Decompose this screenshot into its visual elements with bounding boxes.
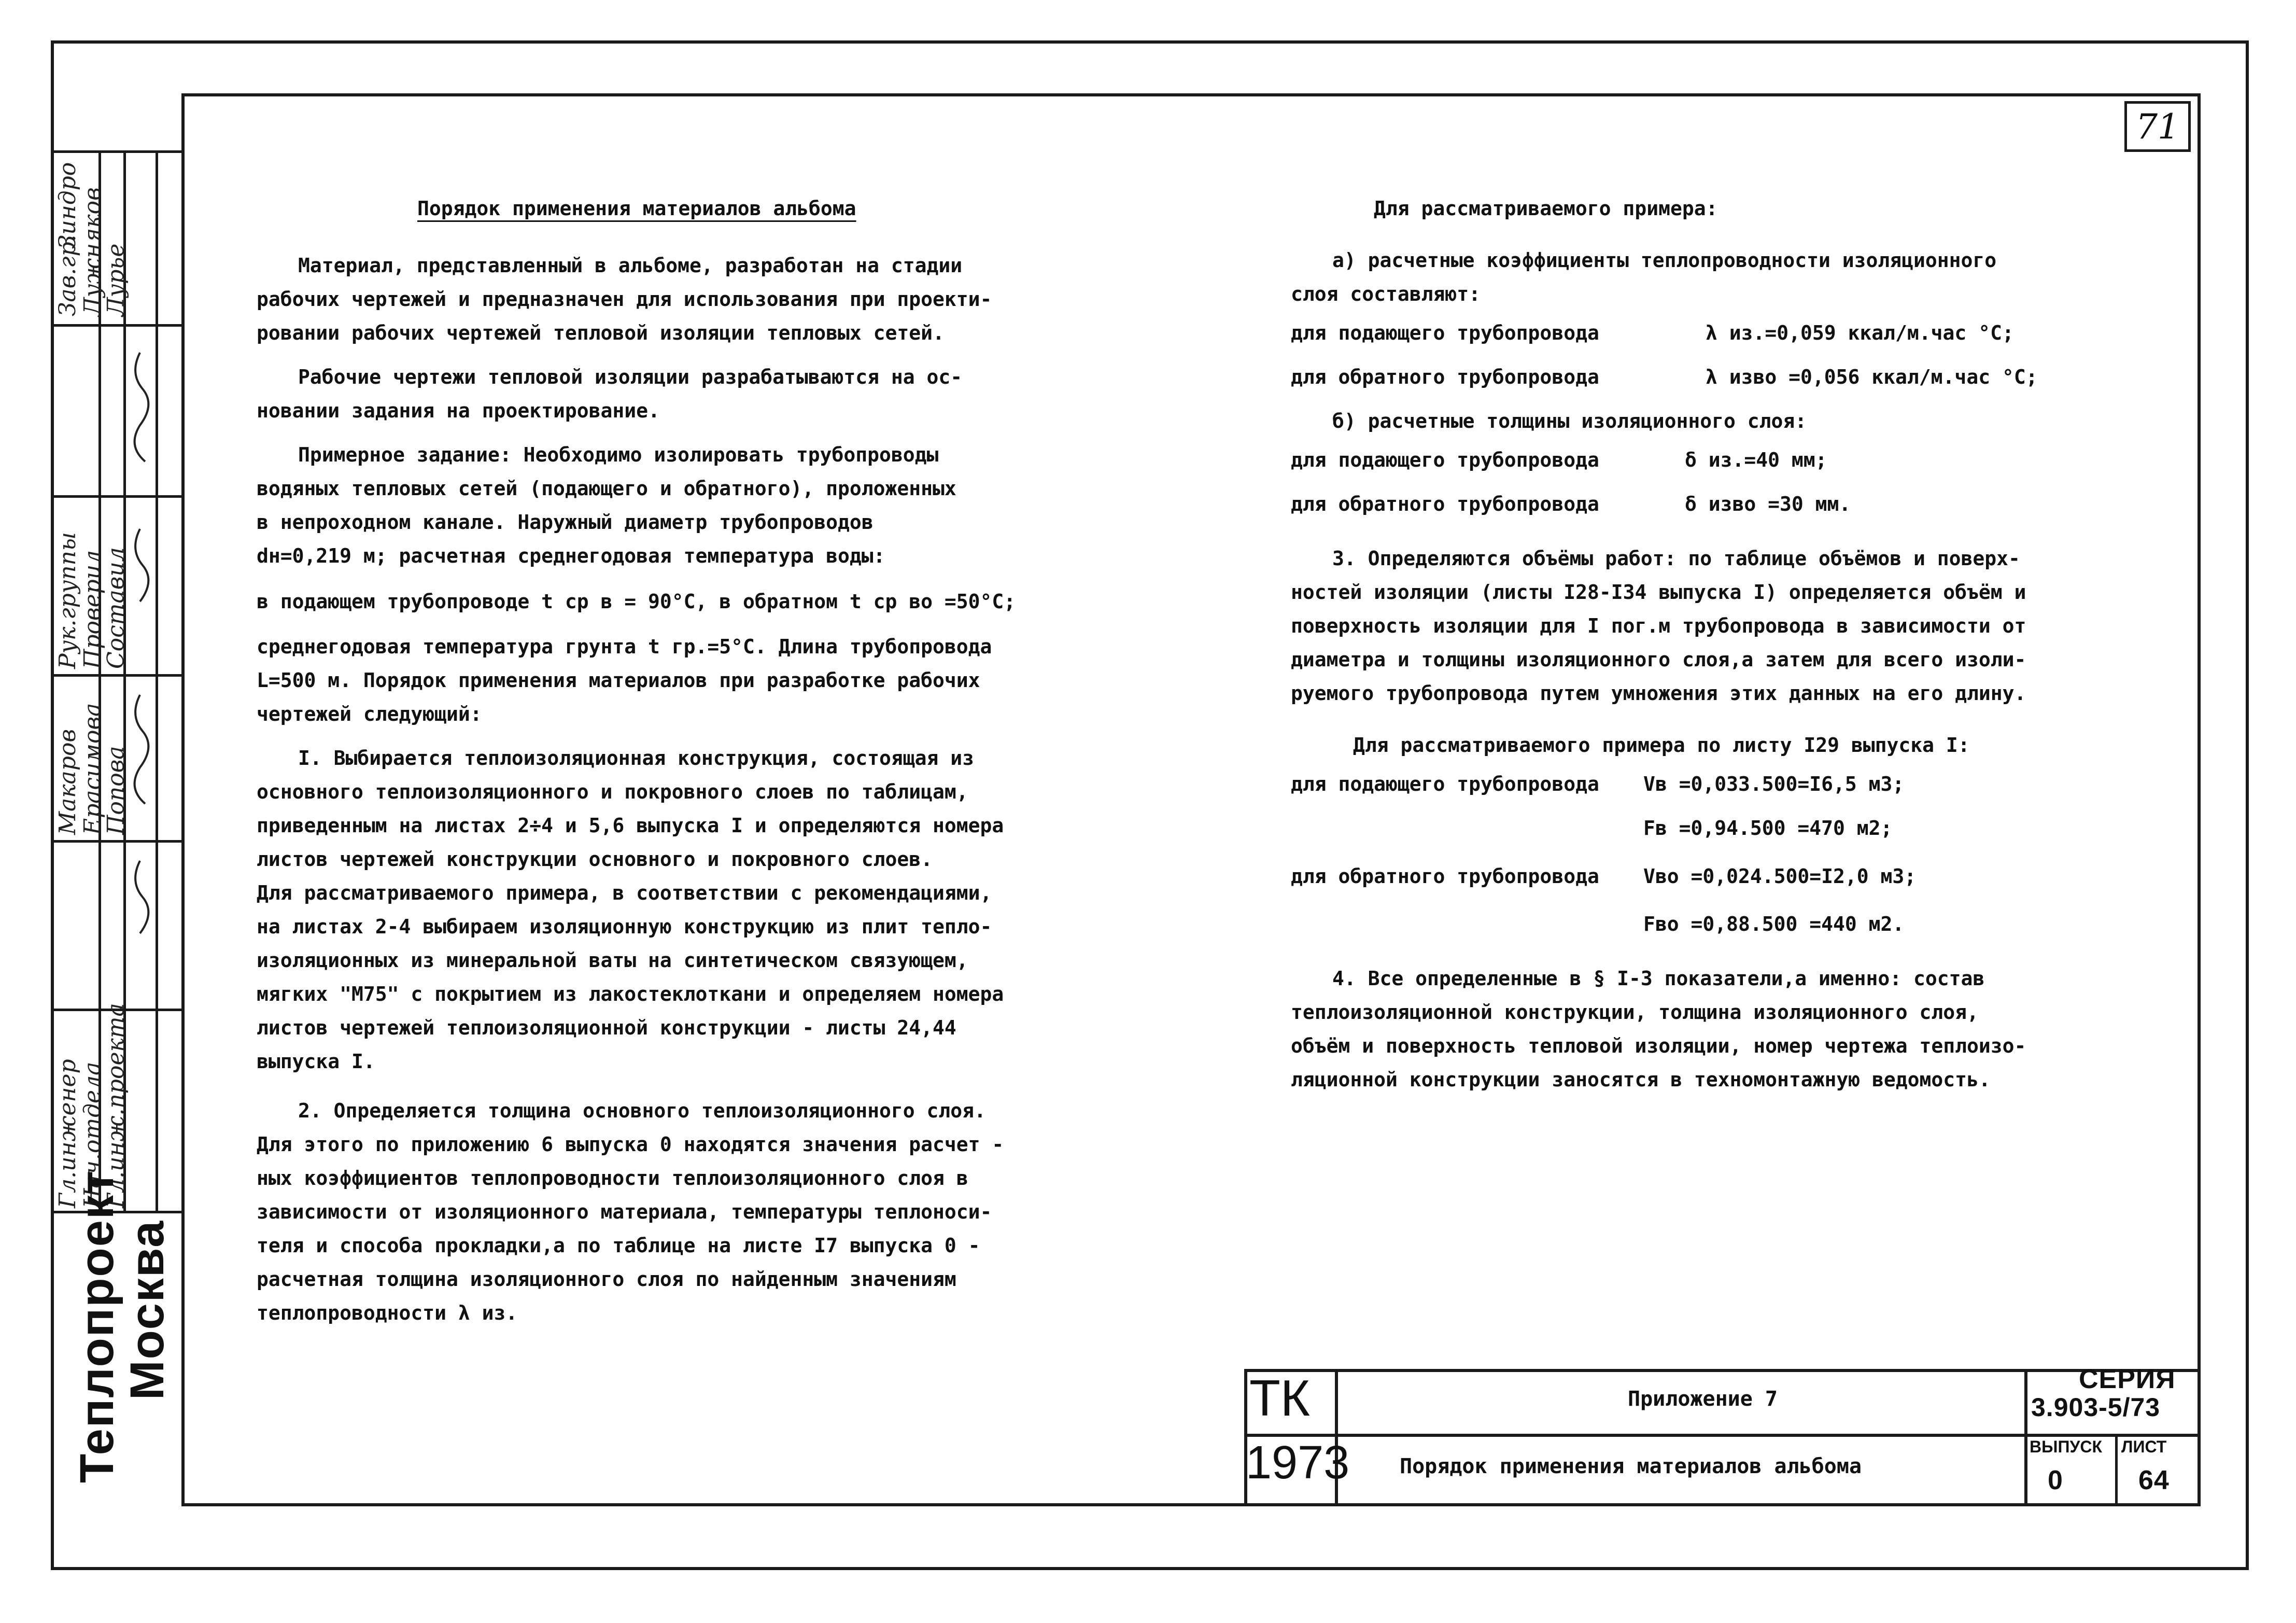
text-line: 2. Определяется толщина основного теплоизоляционного слоя. <box>298 1099 986 1122</box>
text-line: Для рассматриваемого примера по листу I29 выпуска I: <box>1353 734 1970 757</box>
text-line: чертежей следующий: <box>257 703 482 725</box>
text-line: Для рассматриваемого примера, в соответствии с рекомендациями, <box>257 882 992 904</box>
text-line: б) расчетные толщины изоляционного слоя: <box>1332 410 1807 432</box>
stamp-column-line <box>156 150 158 1211</box>
text-line: теплоизоляционной конструкции, толщина изоляционного слоя, <box>1291 1001 1979 1024</box>
lambda-return-row <box>1291 355 2162 399</box>
text-line: рабочих чертежей и предназначен для использования при проекти- <box>257 288 992 311</box>
series-value: 3.903-5/73 <box>2031 1393 2161 1422</box>
stamp-row-line <box>51 495 184 498</box>
stamp-role: Проверил <box>79 550 106 669</box>
left-text-column <box>257 192 1138 1330</box>
text-line: объём и поверхность тепловой изоляции, номер чертежа теплоизо- <box>1291 1034 2026 1057</box>
text-line: слоя составляют: <box>1291 283 1481 305</box>
code-label: ТК <box>1249 1369 1310 1426</box>
appendix-label: Приложение 7 <box>1628 1387 1778 1411</box>
stamp-role: Составил <box>103 547 129 669</box>
row-label: для обратного трубопровода <box>1291 865 1599 888</box>
text-line: Примерное задание: Необходимо изолировать трубопроводы <box>298 443 939 466</box>
row-label: для подающего трубопровода <box>1291 773 1599 795</box>
right-text-column <box>1291 192 2162 1097</box>
text-line: среднегодовая температура грунта t гр.=5°С. Длина трубопровода <box>257 635 992 658</box>
text-line: руемого трубопровода путем умножения этих данных на его длину. <box>1291 682 2026 705</box>
row-value: Vв =0,033.500=I6,5 м3; <box>1643 773 1905 795</box>
text-line: новании задания на проектирование. <box>257 399 660 422</box>
issue-label: ВЫПУСК <box>2030 1437 2102 1456</box>
stamp-row-line <box>51 324 184 327</box>
organization-name: Теплопроект <box>71 1169 123 1483</box>
text-line: изоляционных из минеральной ваты на синтетическом связующем, <box>257 949 968 972</box>
delta-return-row <box>1291 482 2162 526</box>
stamp-name: Ерасимова <box>79 703 106 835</box>
text-line: dн=0,219 м; расчетная среднегодовая температура воды: <box>257 544 885 567</box>
text-line: а) расчетные коэффициенты теплопроводности изоляционного <box>1332 249 1997 272</box>
signature-marks <box>124 332 156 1001</box>
row-label: для обратного трубопровода <box>1291 366 1599 388</box>
text-line: Материал, представленный в альбоме, разработан на стадии <box>298 254 963 277</box>
stamp-role: Нач.отдела <box>79 1061 106 1208</box>
stamp-name: Лурье <box>103 243 129 316</box>
title-block-divider <box>2115 1434 2118 1506</box>
row-label: для подающего трубопровода <box>1291 321 1599 344</box>
text-line: ностей изоляции (листы I28-I34 выпуска I) определяется объём и <box>1291 581 2026 604</box>
text-line: Для этого по приложению 6 выпуска 0 находятся значения расчет - <box>257 1133 1004 1156</box>
text-line: зависимости от изоляционного материала, температуры теплоноси- <box>257 1200 992 1223</box>
surface-return-value: Fво =0,88.500 =440 м2. <box>1643 913 1905 935</box>
lambda-supply-row <box>1291 311 2162 355</box>
issue-value: 0 <box>2048 1465 2063 1495</box>
row-value: λ из.=0,059 ккал/м.час °С; <box>1706 321 2014 344</box>
surface-supply-value: Fв =0,94.500 =470 м2; <box>1643 817 1893 840</box>
text-line: L=500 м. Порядок применения материалов при разработке рабочих <box>257 669 980 692</box>
organization-city: Москва <box>121 1220 174 1400</box>
text-line: выпуска I. <box>257 1050 375 1073</box>
stamp-name: Попова <box>103 746 129 835</box>
text-line: 4. Все определенные в § I-3 показатели,а именно: состав <box>1332 967 1985 990</box>
text-line: приведенным на листах 2÷4 и 5,6 выпуска I и определяются номера <box>257 814 1004 837</box>
title-block-divider <box>1244 1434 2201 1437</box>
stamp-row-line <box>51 840 184 843</box>
text-line: на листах 2-4 выбираем изоляционную конструкцию из плит тепло- <box>257 915 992 938</box>
series-label: СЕРИЯ <box>2079 1364 2176 1394</box>
text-line: теплопроводности λ из. <box>257 1302 518 1324</box>
document-title: Порядок применения материалов альбома <box>1400 1454 1862 1478</box>
row-value: δ изво =30 мм. <box>1685 493 1851 515</box>
text-line: в подающем трубопроводе t ср в = 90°С, в обратном t ср во =50°С; <box>257 590 1016 613</box>
sheet-label: ЛИСТ <box>2121 1437 2167 1456</box>
volume-return-row <box>1291 850 2162 902</box>
title-block-divider <box>2024 1369 2027 1506</box>
row-value: λ изво =0,056 ккал/м.час °С; <box>1706 366 2038 388</box>
row-value: δ из.=40 мм; <box>1685 449 1827 471</box>
text-line: мягких "М75" с покрытием из лакостеклоткани и определяем номера <box>257 983 1004 1005</box>
stamp-name: Зиндро <box>54 162 81 249</box>
row-value: Vво =0,024.500=I2,0 м3; <box>1643 865 1917 888</box>
text-line: теля и способа прокладки,а по таблице на листе I7 выпуска 0 - <box>257 1234 980 1257</box>
stamp-row-line <box>51 674 184 677</box>
stamp-row-line <box>51 150 184 153</box>
text-line: Рабочие чертежи тепловой изоляции разрабатываются на ос- <box>298 366 963 388</box>
text-line: I. Выбирается теплоизоляционная конструкция, состоящая из <box>298 747 975 769</box>
stamp-role: Рук.группы <box>54 532 81 669</box>
stamp-role: Гл.инж.проекта <box>103 1003 129 1208</box>
year-label: 1973 <box>1246 1437 1350 1489</box>
text-line: основного теплоизоляционного и покровного слоев по таблицам, <box>257 780 968 803</box>
stamp-role: Зав.гр. <box>54 234 81 316</box>
text-line: листов чертежей теплоизоляционной конструкции - листы 24,44 <box>257 1016 956 1039</box>
text-line: ных коэффициентов теплопроводности теплоизоляционного слоя в <box>257 1167 968 1190</box>
stamp-name: Лужняков <box>79 187 106 316</box>
example-intro: Для рассматриваемого примера: <box>1374 197 1718 220</box>
text-line: в непроходном канале. Наружный диаметр трубопроводов <box>257 511 874 534</box>
page-number: 71 <box>2124 101 2191 152</box>
delta-supply-row <box>1291 438 2162 482</box>
text-line: диаметра и толщины изоляционного слоя,а затем для всего изоли- <box>1291 648 2026 671</box>
text-line: водяных тепловых сетей (подающего и обратного), проложенных <box>257 477 956 500</box>
text-line: ровании рабочих чертежей тепловой изоляции тепловых сетей. <box>257 321 945 344</box>
stamp-role: Гл.инженер <box>54 1059 81 1208</box>
section-title: Порядок применения материалов альбома <box>417 197 856 220</box>
text-line: листов чертежей конструкции основного и покровного слоев. <box>257 848 933 871</box>
row-label: для подающего трубопровода <box>1291 449 1599 471</box>
stamp-name: Макаров <box>54 729 81 835</box>
row-label: для обратного трубопровода <box>1291 493 1599 515</box>
text-line: расчетная толщина изоляционного слоя по найденным значениям <box>257 1268 956 1291</box>
text-line: 3. Определяются объёмы работ: по таблице объёмов и поверх- <box>1332 547 2020 570</box>
text-line: ляционной конструкции заносятся в техномонтажную ведомость. <box>1291 1068 1991 1091</box>
text-line: поверхность изоляции для I пог.м трубопровода в зависимости от <box>1291 614 2026 637</box>
sheet-value: 64 <box>2138 1465 2170 1495</box>
volume-supply-row <box>1291 762 2162 806</box>
